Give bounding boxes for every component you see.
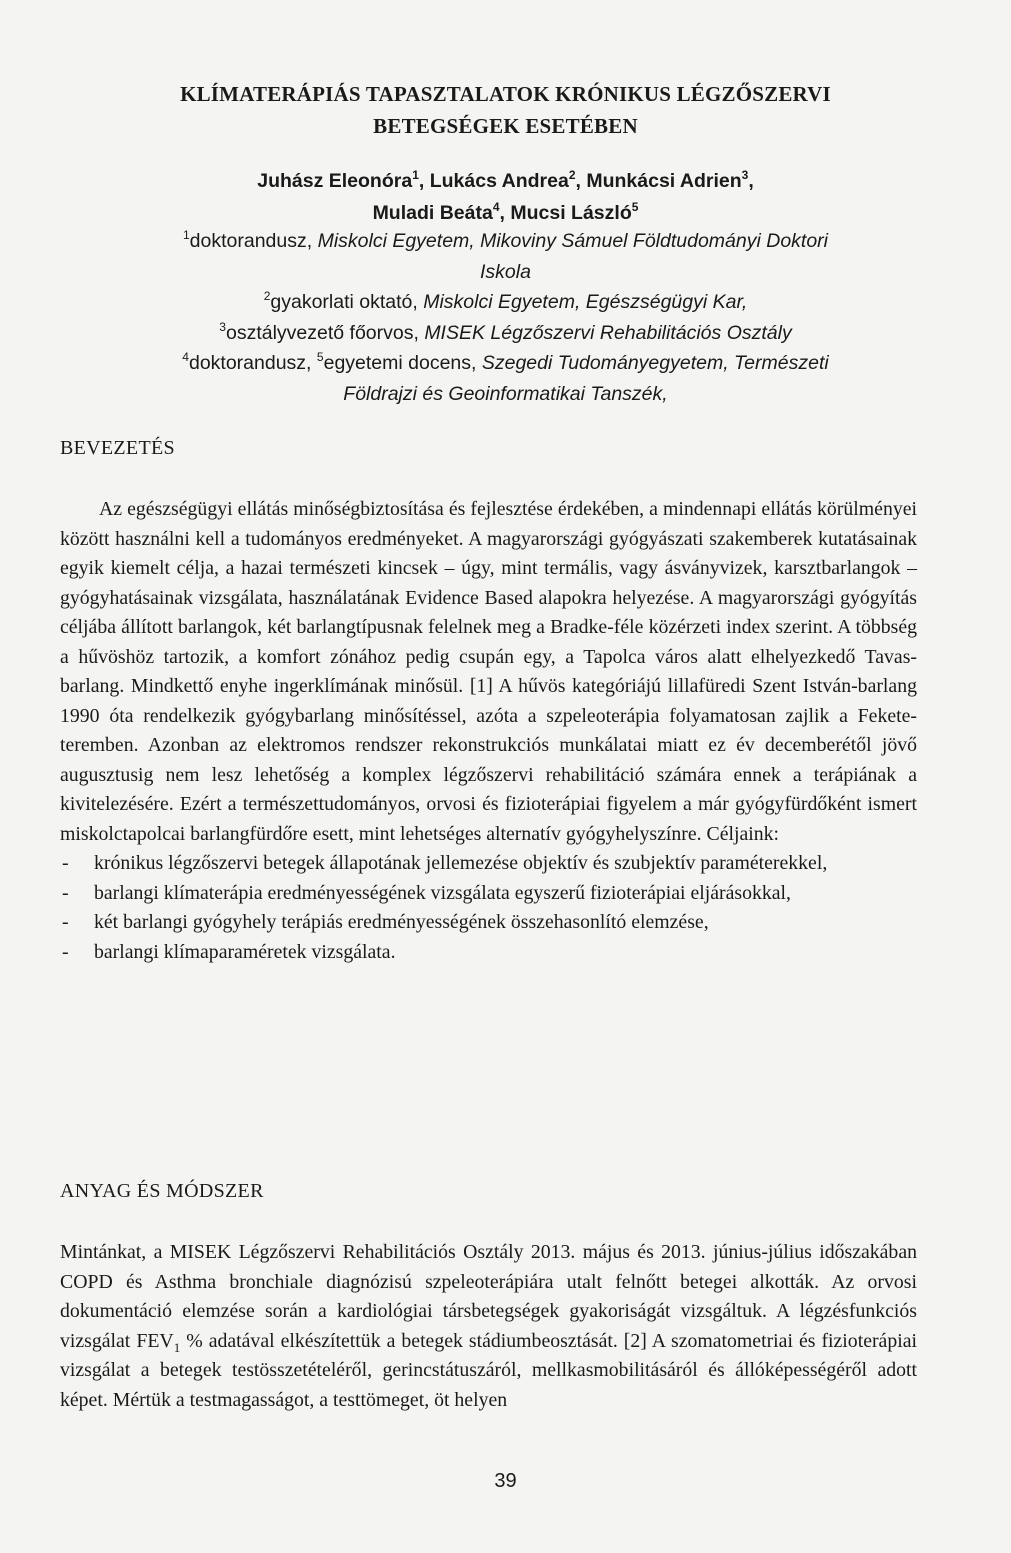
affiliation-mark: 4	[492, 200, 500, 214]
methods-body	[60, 1238, 917, 1415]
author-name: Lukács Andrea	[429, 170, 569, 192]
affiliation-3	[60, 318, 951, 349]
affiliation-1-cont	[60, 257, 951, 288]
affiliation-institution: Miskolci Egyetem, Mikoviny Sámuel Földtudományi Doktori	[317, 230, 829, 252]
affiliation-2	[60, 287, 951, 318]
affiliation-mark: 3	[219, 319, 226, 334]
separator: ,	[499, 202, 511, 224]
aim-item: - két barlangi gyógyhely terápiás eredményességének összehasonlító elemzése,	[60, 908, 917, 938]
affiliation-institution: Iskola	[480, 260, 531, 283]
author-name: Muladi Beáta	[372, 202, 493, 224]
affiliation-mark: 5	[316, 350, 324, 364]
affiliation-mark: 3	[741, 168, 749, 182]
paper-title	[60, 78, 951, 142]
introduction-paragraph: Az egészségügyi ellátás minőségbiztosítása és fejlesztése érdekében, a mindennapi ellátás körülményei között használni kell a tudományos eredményeket. A magyarországi gyógyászati szakemberek kutatásainak egyik kiemelt célja, a hazai természeti kincsek – úgy, mint termális, vagy ásványvizek, karsztbarlangok – gyógyhatásainak vizsgálata, használatának Evidence Based alapokra helyezése. A magyarországi gyógyítás céljába állított barlangok, két barlangtípusnak felelnek meg a Bradke-féle közérzeti index szerint. A többség a hűvöshöz tartozik, a komfort zónához pedig csupán egy, a Tapolca város alatt elhelyezkedő Tavas-barlang. Mindkettő enyhe ingerklímának minősül. [1] A hűvös kategóriájú lillafüredi Szent István-barlang 1990 óta rendelkezik gyógybarlang minősítéssel, azóta a szpeleoterápia folyamatosan zajlik a Fekete-teremben. Azonban az elektromos rendszer rekonstrukciós munkálatai miatt ez év decemberétől jövő augusztusig nem lesz lehetőség a komplex légzőszervi rehabilitáció számára ennek a terápiának a kivitelezésére. Ezért a természettudományos, orvosi és fizioterápiai figyelem a már gyógyfürdőként ismert miskolctapolcai barlangfürdőre esett, mint lehetséges alternatív gyógyhelyszínre. Céljaink:	[60, 498, 917, 845]
page-number: 39	[494, 1470, 517, 1492]
aim-item: - krónikus légzőszervi betegek állapotának jellemezése objektív és szubjektív paraméterekkel,	[60, 849, 917, 879]
author-name: Munkácsi Adrien	[586, 170, 742, 192]
affiliation-role: doktorandusz,	[188, 352, 317, 374]
affiliation-mark: 4	[182, 350, 189, 364]
affiliation-4-5	[60, 348, 951, 379]
separator: ,	[748, 170, 754, 192]
author-name: Juhász Eleonóra	[257, 170, 413, 192]
author-line-1	[60, 165, 951, 197]
methods-text-cont: % adatával elkészítettük a betegek stádiumbeosztását. [2] A szomatometriai és fizioterápiai vizsgálat a betegek testösszetételéről, gerincstátuszáról, mellkasmobilitásáról és állóképességéről adott képet. Mértük a testmagasságot, a testtömeget, öt helyen	[60, 1329, 918, 1411]
affiliation-institution: Földrajzi és Geoinformatikai Tanszék,	[343, 382, 668, 405]
affiliation-institution: Szegedi Tudományegyetem, Természeti	[481, 352, 829, 374]
affiliation-4-5-cont	[60, 379, 951, 410]
methods-text: Mintánkat, a MISEK Légzőszervi Rehabilitációs Osztály 2013. május és 2013. június-július időszakában COPD és Asthma bronchiale diagnózisú szpeleoterápiára utalt felnőtt betegei alkották. Az orvosi dokumentáció elemzése során a kardiológiai társbetegségek gyakoriságát vizsgáltuk. A légzésfunkciós vizsgálat FEV	[60, 1241, 917, 1352]
affiliation-role: gyakorlati oktató,	[270, 291, 424, 313]
aims-list	[60, 849, 917, 967]
aim-item: - barlangi klímaterápia eredményességének vizsgálata egyszerű fizioterápiai eljárásokkal,	[60, 879, 917, 909]
affiliation-role: osztályvezető főorvos,	[225, 321, 425, 344]
aim-item: - barlangi klímaparaméretek vizsgálata.	[60, 938, 917, 968]
separator: ,	[575, 170, 587, 192]
affiliation-institution: MISEK Légzőszervi Rehabilitációs Osztály	[424, 321, 792, 344]
title-line-1: KLÍMATERÁPIÁS TAPASZTALATOK KRÓNIKUS LÉGZŐSZERVI	[180, 82, 831, 106]
affiliation-mark: 1	[412, 168, 419, 182]
affiliation-role: doktorandusz,	[189, 230, 318, 252]
affiliation-mark: 2	[263, 289, 271, 303]
methods-paragraph	[60, 1238, 917, 1415]
affiliation-institution: Miskolci Egyetem, Egészségügyi Kar,	[423, 291, 748, 313]
separator: ,	[418, 170, 430, 192]
affiliation-1	[60, 226, 951, 257]
author-list	[60, 165, 951, 229]
fev-subscript: 1	[173, 1339, 181, 1355]
section-heading-introduction: BEVEZETÉS	[60, 437, 175, 459]
affiliation-list	[60, 226, 951, 409]
section-heading-methods: ANYAG ÉS MÓDSZER	[60, 1180, 264, 1202]
affiliation-mark: 5	[631, 200, 639, 214]
author-name: Mucsi László	[510, 202, 632, 224]
affiliation-mark: 1	[182, 228, 190, 242]
affiliation-mark: 2	[568, 168, 576, 182]
introduction-body	[60, 495, 917, 967]
author-line-2	[60, 197, 951, 229]
title-line-2: BETEGSÉGEK ESETÉBEN	[373, 114, 638, 138]
affiliation-role: egyetemi docens,	[323, 352, 482, 374]
